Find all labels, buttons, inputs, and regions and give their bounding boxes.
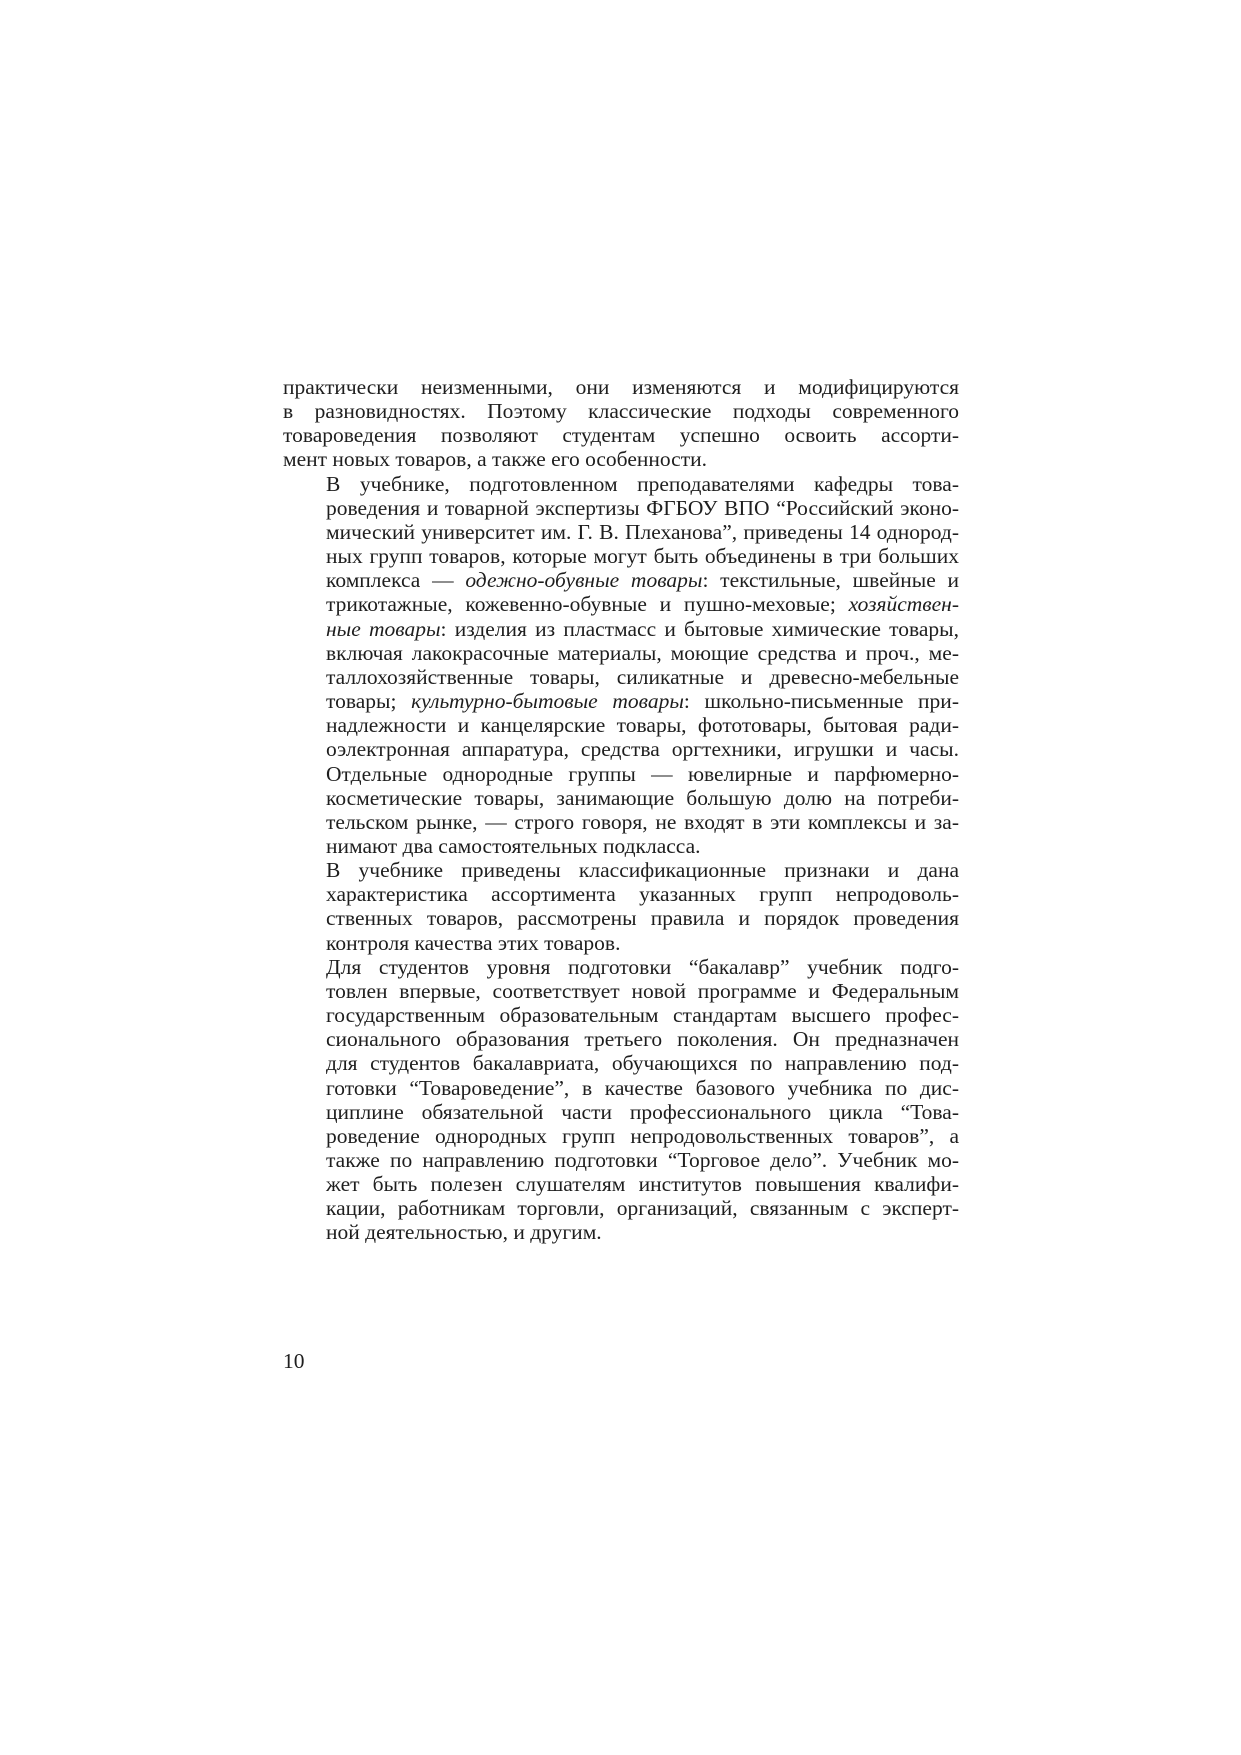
text-line <box>283 737 959 761</box>
text-run: В учебнике приведены классификационные признаки и дана <box>326 858 959 883</box>
emphasized-text: ные товары <box>326 616 441 641</box>
text-run: сионального образования третьего поколения. Он предназначен <box>326 1027 959 1052</box>
text-line <box>283 447 959 471</box>
text-run: государственным образовательным стандартам высшего профес- <box>326 1003 959 1028</box>
emphasized-text: культурно-бытовые товары <box>411 689 684 714</box>
text-line <box>283 931 959 955</box>
text-run: также по направлению подготовки “Торговое дело”. Учебник мо- <box>326 1148 959 1172</box>
emphasized-text: хозяйствен- <box>848 592 959 617</box>
text-line <box>283 713 959 737</box>
text-line <box>283 520 959 544</box>
text-line <box>283 858 959 882</box>
text-line <box>283 472 959 496</box>
text-run: мент новых товаров, а также его особенности. <box>283 447 707 472</box>
paragraph <box>283 472 959 859</box>
text-line <box>283 786 959 810</box>
text-line <box>283 955 959 979</box>
text-run: циплине обязательной части профессионального цикла “Това- <box>326 1099 959 1124</box>
text-run: тельском рынке, — строго говоря, не входят в эти комплексы и за- <box>326 809 959 834</box>
text-line <box>283 1051 959 1075</box>
text-line <box>283 641 959 665</box>
text-run: для студентов бакалавриата, обучающихся по направлению под- <box>326 1051 959 1076</box>
text-run: готовки “Товароведение”, в качестве базового учебника по дис- <box>326 1075 959 1100</box>
text-run: роведения и товарной экспертизы ФГБОУ ВПО “Российский эконо- <box>326 495 959 520</box>
text-line <box>283 762 959 786</box>
page-number: 10 <box>283 1349 305 1373</box>
text-run: товлен впервые, соответствует новой программе и Федеральным <box>326 978 959 1003</box>
text-run: товароведения позволяют студентам успешно освоить ассорти- <box>283 423 959 448</box>
text-line <box>283 906 959 930</box>
text-run: Отдельные однородные группы — ювелирные и парфюмерно- <box>326 761 959 786</box>
text-line <box>283 375 959 399</box>
text-line <box>283 1172 959 1196</box>
paragraph <box>283 955 959 1245</box>
text-run: косметические товары, занимающие большую долю на потреби- <box>326 785 959 810</box>
text-line <box>283 496 959 520</box>
text-line <box>283 544 959 568</box>
text-line <box>283 568 959 592</box>
text-run: ственных товаров, рассмотрены правила и порядок проведения <box>326 906 959 931</box>
text-line <box>283 1076 959 1100</box>
text-run: таллохозяйственные товары, силикатные и древесно-мебельные <box>326 664 959 689</box>
text-run: трикотажные, кожевенно-обувные и пушно-меховые; <box>326 592 849 617</box>
text-line <box>283 1027 959 1051</box>
text-run: практически неизменными, они изменяются и модифицируются <box>283 375 959 399</box>
text-line <box>283 1148 959 1172</box>
text-run: : школьно-письменные при- <box>683 689 959 714</box>
main-text <box>283 375 959 1245</box>
text-line <box>283 423 959 447</box>
text-run: характеристика ассортимента указанных групп непродоволь- <box>326 882 959 907</box>
text-run: товары; <box>326 689 412 714</box>
paragraph <box>283 375 959 472</box>
text-run: ных групп товаров, которые могут быть объединены в три больших <box>326 544 959 569</box>
text-line <box>283 882 959 906</box>
text-line <box>283 810 959 834</box>
text-line <box>283 1124 959 1148</box>
text-run: : изделия из пластмасс и бытовые химические товары, <box>440 616 960 641</box>
text-line <box>283 617 959 641</box>
text-run: кации, работникам торговли, организаций, связанным с эксперт- <box>326 1196 959 1221</box>
text-run: Для студентов уровня подготовки “бакалавр” учебник подго- <box>326 954 959 979</box>
text-run: включая лакокрасочные материалы, моющие средства и проч., ме- <box>326 640 959 665</box>
text-run: жет быть полезен слушателям институтов повышения квалифи- <box>326 1172 959 1197</box>
text-line <box>283 689 959 713</box>
text-run: : текстильные, швейные и <box>702 568 959 593</box>
text-line <box>283 1003 959 1027</box>
text-run: В учебнике, подготовленном преподавателями кафедры това- <box>326 471 959 496</box>
emphasized-text: одежно-обувные товары <box>465 568 703 593</box>
text-line <box>283 834 959 858</box>
text-line <box>283 1220 959 1244</box>
text-line <box>283 399 959 423</box>
text-run: надлежности и канцелярские товары, фототовары, бытовая ради- <box>326 713 959 738</box>
text-run: контроля качества этих товаров. <box>326 930 621 955</box>
text-run: мический университет им. Г. В. Плеханова”, приведены 14 однород- <box>326 519 959 544</box>
text-run: роведение однородных групп непродовольственных товаров”, а <box>326 1123 959 1148</box>
text-run: нимают два самостоятельных подкласса. <box>326 833 701 858</box>
paragraph <box>283 858 959 955</box>
text-run: оэлектронная аппаратура, средства оргтехники, игрушки и часы. <box>326 737 959 762</box>
text-line <box>283 592 959 616</box>
text-run: комплекса — <box>326 568 466 593</box>
text-line <box>283 1100 959 1124</box>
text-line <box>283 1196 959 1220</box>
text-line <box>283 979 959 1003</box>
text-line <box>283 665 959 689</box>
text-run: ной деятельностью, и другим. <box>326 1220 602 1245</box>
text-run: в разновидностях. Поэтому классические подходы современного <box>283 399 959 424</box>
